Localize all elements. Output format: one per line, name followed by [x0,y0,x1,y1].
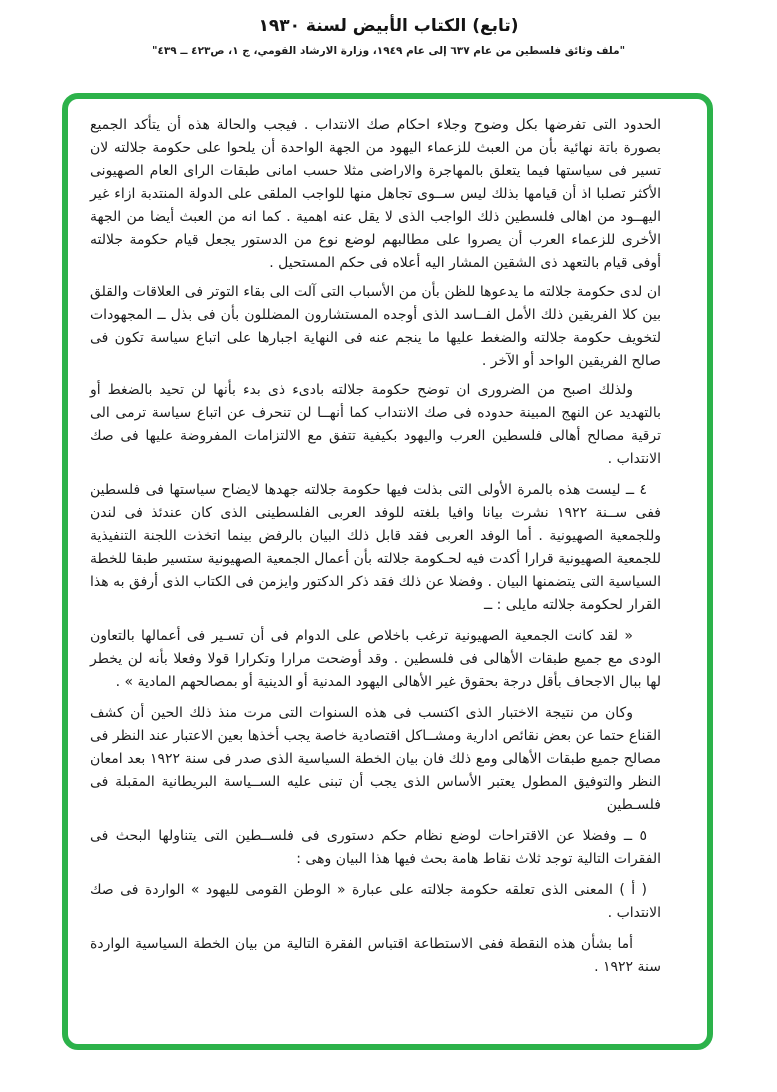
paragraph: أما بشأن هذه النقطة ففى الاستطاعة اقتباس الفقرة التالية من بيان الخطة السياسية الواردة سنة ١٩٢٢ . [90,936,661,975]
document-frame [62,93,713,1050]
paragraph-numbered-4: ٤ ــ ليست هذه بالمرة الأولى التى بذلت فيها حكومة جلالته جهدها لايضاح سياستها فى فلسطين ففى ســنة ١٩٢٢ نشرت بيانا وافيا بلغته للوفد العربى الفلسطينى الذى كان عندئذ فى لندن وللجمعية الصهيونية . أما الوفد العربى فقد قابل ذلك البيان بالرفض بينما اتخذت اللجنة التنفيذية للجمعية الصهيونية قرارا أكدت فيه لحـكومة جلالته بأن أعمال الجمعية الصهيونية ستسير طبقا للخطة السياسية التى يتضمنها البيان . وفضلا عن ذلك فقد ذكر الدكتور وايزمن فى الكتاب الذى أرفق به هذا القرار لحكومة جلالته مايلى : ــ [90,482,661,613]
page-header [0,0,777,57]
paragraph-numbered-5: ٥ ــ وفضلا عن الاقتراحات لوضع نظام حكم دستورى فى فلســطين التى يتناولها البحث فى الفقرات التالية توجد ثلاث نقاط هامة بحث فيها هذا البيان وهى : [90,828,661,867]
paragraph: ولذلك اصبح من الضرورى ان توضح حكومة جلالته بادىء ذى بدء بأنها لن تحيد بالضغط أو بالتهديد عن النهج المبينة حدوده فى صك الانتداب كما أنهــا لن تنحرف عن اتباع سياسة ترمى الى ترقية مصالح أهالى فلسطين العرب واليهود بكيفية تتفق مع الالتزامات المفروضة عليها فى صك الانتداب . [90,382,661,467]
document-body [90,114,661,979]
paragraph: الحدود التى تفرضها بكل وضوح وجلاء احكام صك الانتداب . فيجب والحالة هذه أن يتأكد الجميع بصورة باتة نهائية بأن من العبث للزعماء اليهود من الجهة الواحدة أن يلحوا على حكومة جلالته لان تسير فى سياستها فيما يتعلق بالمهاجرة والاراضى مثلا حسب امانى طبقات الراى العام الصهيونى الأكثر تصلبا اذ أن قيامها بذلك ليس ســوى تجاهل منها للواجب الملقى على الدولة المنتدبة ازاء غير اليهــود من اهالى فلسطين ذلك الواجب الذى لا يقل عنه اهمية . كما انه من العبث أيضا من الجهة الأخرى للزعماء العرب أن يصروا على مطالبهم لوضع نوع من الدستور يجعل قيام حكومة جلالته أوفى قيام بالتعهد ذى الشقين المشار اليه أعلاه فى حكم المستحيل . [90,117,661,271]
paragraph: وكان من نتيجة الاختبار الذى اكتسب فى هذه السنوات التى مرت منذ ذلك الحين أن كشف القناع حتما عن بعض نقائص ادارية ومشــاكل اقتصادية خاصة يجب أخذها بعين الاعتبار عند النظر فى مصالح جميع طبقات الأهالى ومع ذلك فان بيان الخطة السياسية الذى صدر فى سنة ١٩٢٢ بعد امعان النظر والتوفيق المطول يعتبر الأساس الذى يجب أن تبنى عليه الســياسة البريطانية المقبلة فى فلسـطين [90,705,662,813]
document-source-citation: "ملف وثائق فلسطين من عام ٦٣٧ إلى عام ١٩٤٩، وزارة الارشاد القومي، ج ١، ص٤٢٣ ــ ٤٣٩" [151,45,626,57]
paragraph-item-a: ( أ ) المعنى الذى تعلقه حكومة جلالته على عبارة « الوطن القومى لليهود » الواردة فى صك الانتداب . [90,882,661,921]
paragraph-quotation: « لقد كانت الجمعية الصهيونية ترغب باخلاص على الدوام فى أن تسـير فى أعمالها بالتعاون الودى مع جميع طبقات الأهالى فى فلسطين . وقد أوضحت مرارا وتكرارا قولا وفعلا بأنه لن يخطر لها ببال الاجحاف بأقل درجة بحقوق غير الأهالى اليهود المدنية أو الدينية أو بمصالحهم المادية » . [90,628,661,690]
document-title: (تابع) الكتاب الأبيض لسنة ١٩٣٠ [258,16,519,36]
paragraph: ان لدى حكومة جلالته ما يدعوها للظن بأن من الأسباب التى آلت الى بقاء التوتر فى العلاقات والقلق بين كلا الفريقين ذلك الأمل الفــاسد الذى أوجده المستشارون المضللون بأن فى بذل ــ المجهودات لتخويف حكومة جلالته والضغط عليها ما ينجم عنه فى النهاية اجبارها على اتباع سياسة تكون فى صالح الفريقين الواحد أو الآخر . [90,284,661,369]
